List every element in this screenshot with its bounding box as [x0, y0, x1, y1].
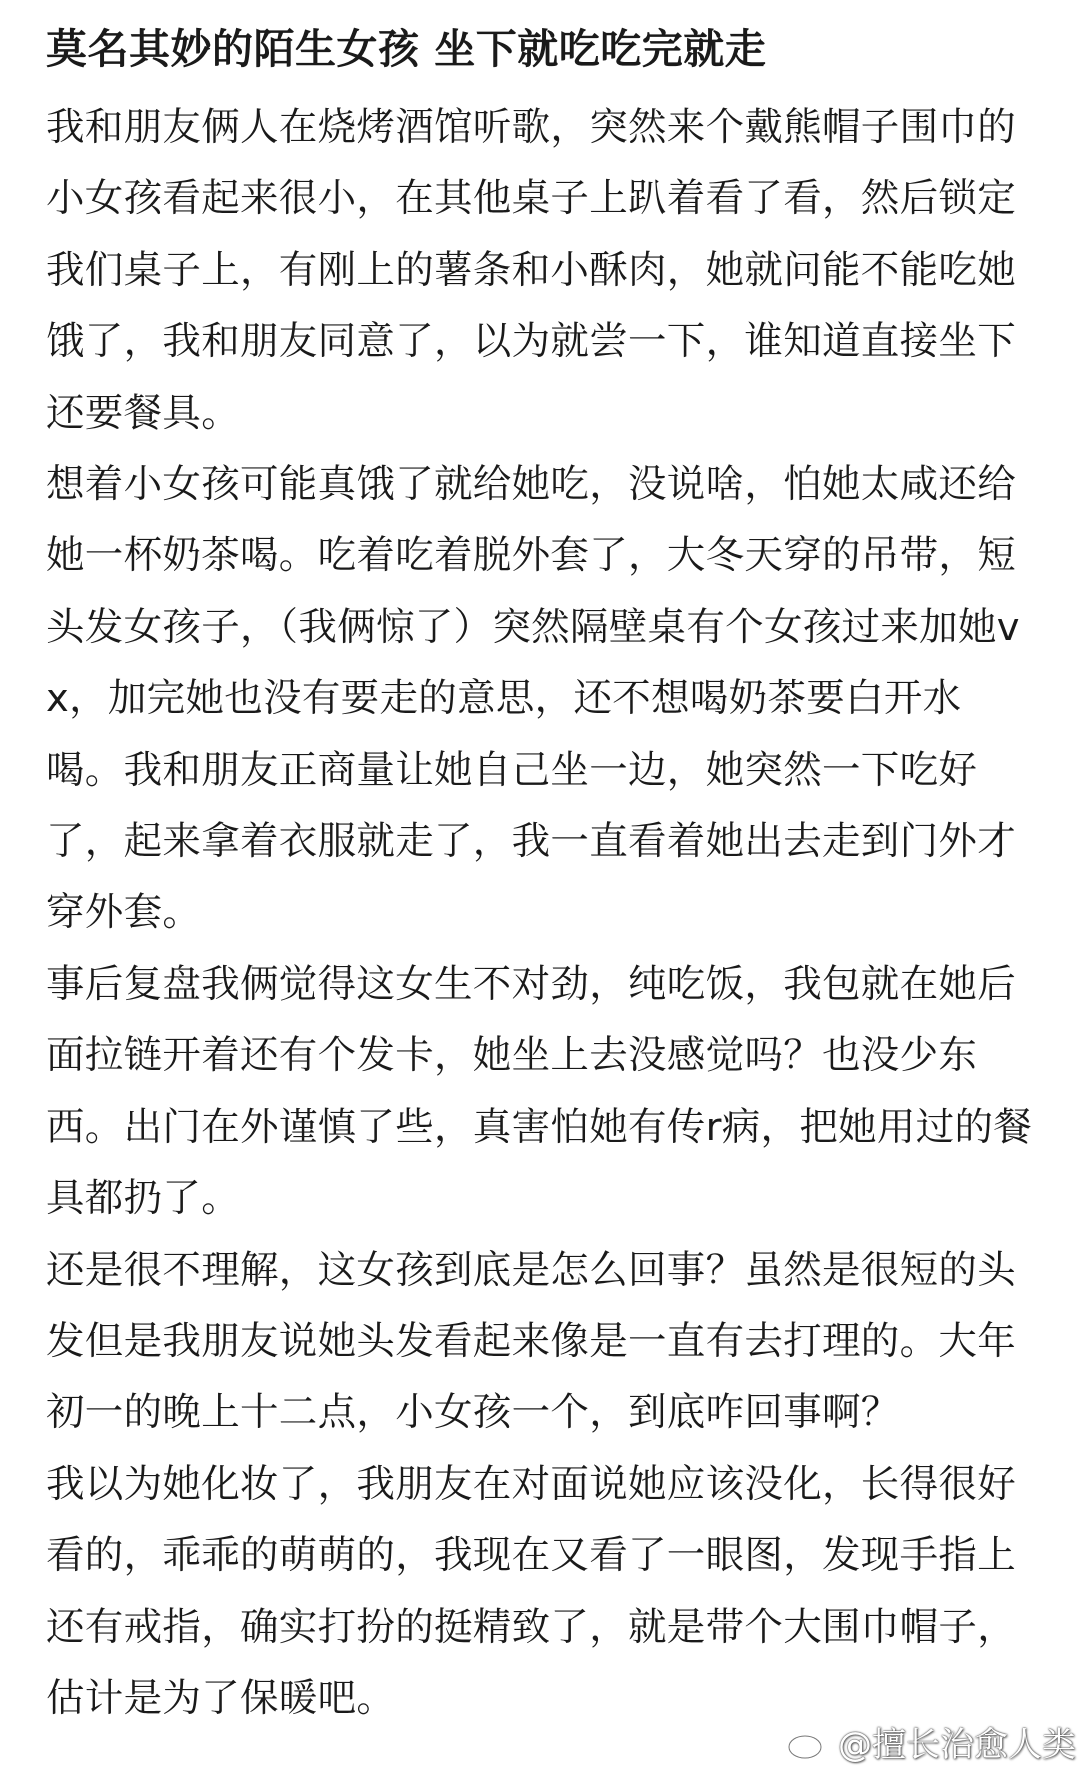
paragraph-3: 事后复盘我俩觉得这女生不对劲，纯吃饭，我包就在她后面拉链开着还有个发卡，她坐上去没感觉吗？也没少东西。出门在外谨慎了些，真害怕她有传r病，把她用过的餐具都扔了。 — [46, 961, 1033, 1222]
watermark-handle: @擅长治愈人类 — [838, 1725, 1076, 1765]
paragraph-4: 还是很不理解，这女孩到底是怎么回事？虽然是很短的头发但是我朋友说她头发看起来像是一直有去打理的。大年初一的晚上十二点，小女孩一个，到底咋回事啊？ — [46, 1247, 1017, 1436]
paragraph-1: 我和朋友俩人在烧烤酒馆听歌，突然来个戴熊帽子围巾的小女孩看起来很小，在其他桌子上趴着看了看，然后锁定我们桌子上，有刚上的薯条和小酥肉，她就问能不能吃她饿了，我和朋友同意了，以为就尝一下，谁知道直接坐下还要餐具。 — [46, 105, 1017, 436]
weibo-logo-icon — [786, 1723, 832, 1761]
post-body — [46, 92, 1034, 1734]
paragraph-2: 想着小女孩可能真饿了就给她吃，没说啥，怕她太咸还给她一杯奶茶喝。吃着吃着脱外套了，大冬天穿的吊带，短头发女孩子，（我俩惊了）突然隔壁桌有个女孩过来加她vx，加完她也没有要走的意思，还不想喝奶茶要白开水喝。我和朋友正商量让她自己坐一边，她突然一下吃好了，起来拿着衣服就走了，我一直看着她出去走到门外才穿外套。 — [46, 462, 1020, 936]
paragraph-5: 我以为她化妆了，我朋友在对面说她应该没化，长得很好看的，乖乖的萌萌的，我现在又看了一眼图，发现手指上还有戒指，确实打扮的挺精致了，就是带个大围巾帽子，估计是为了保暖吧。 — [46, 1461, 1017, 1721]
post-title: 莫名其妙的陌生女孩 坐下就吃吃完就走 — [46, 25, 767, 73]
weibo-watermark — [786, 1717, 1076, 1766]
